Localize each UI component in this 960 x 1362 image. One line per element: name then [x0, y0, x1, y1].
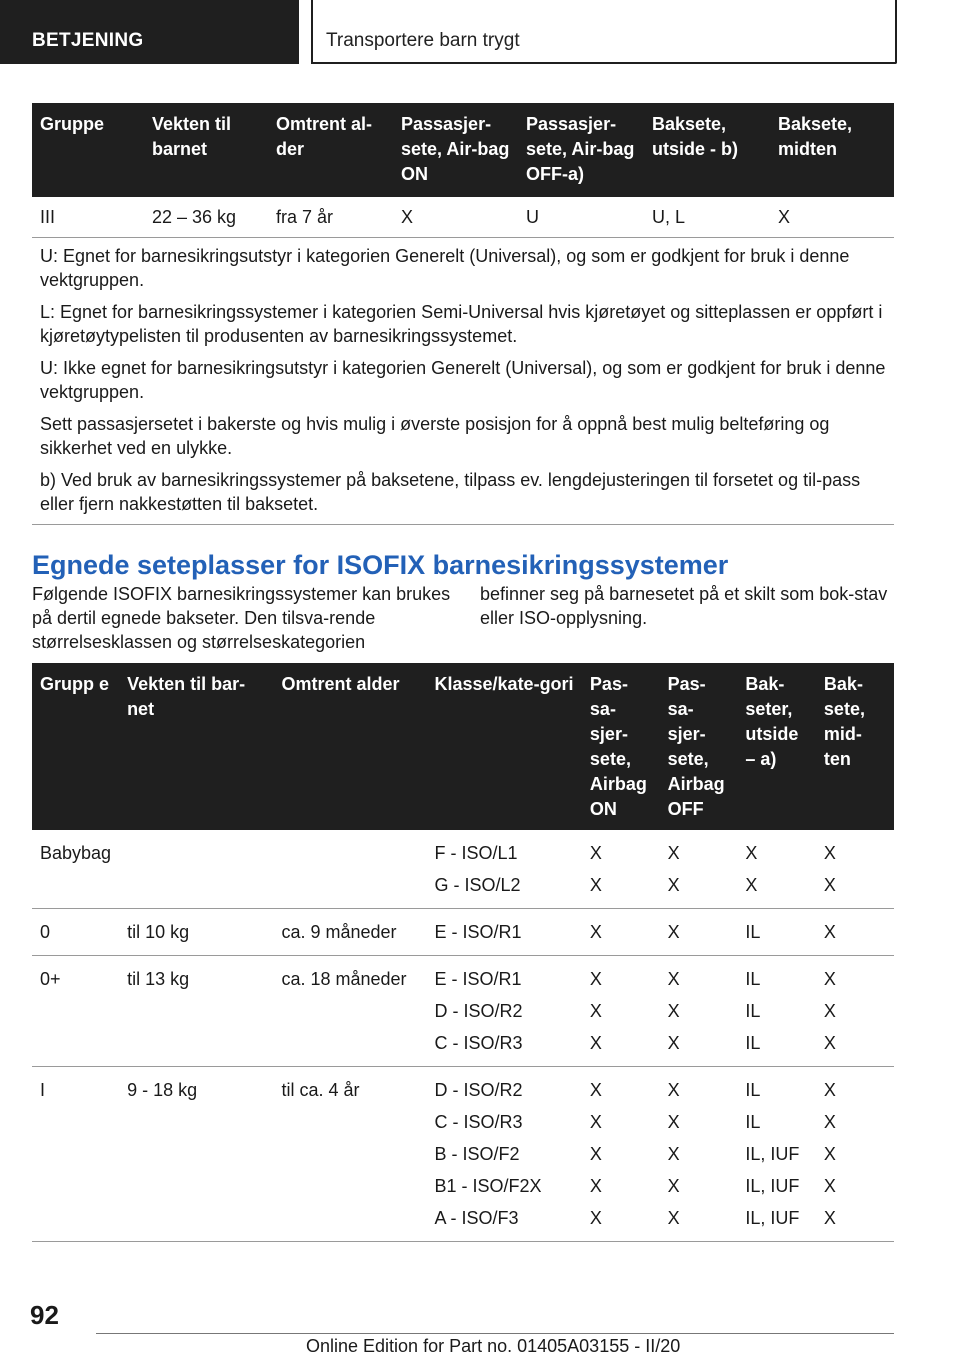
cell-class-line: A - ISO/F3: [434, 1208, 519, 1228]
cell-class-line: D - ISO/R2: [434, 1001, 523, 1021]
col-header-airbag-off: Pas-sa-sjer-sete, Airbag OFF: [660, 663, 738, 830]
cell-airbag-off: U: [518, 197, 644, 238]
cell-airbag-on: X: [393, 197, 518, 238]
cell-weight: [119, 830, 273, 909]
cell-airbag-on-line: X: [589, 1112, 602, 1132]
cell-airbag-on: [582, 909, 660, 956]
col-header-age: Omtrent al-der: [268, 103, 393, 197]
isofix-table: [32, 663, 894, 1242]
cell-rear-outer: [737, 830, 816, 909]
cell-rear-outer-line: IL: [745, 1080, 761, 1100]
cell-rear-outer-line: X: [745, 843, 758, 863]
col-header-rear-outer: Baksete, utside - b): [644, 103, 770, 197]
note-semi-universal: L: Egnet for barnesikringssystemer i kategorien Semi-Universal hvis kjøretøyet og sitteplassen er oppført i kjøretøytypelisten til produsenten av barnesikringssystemet.: [40, 302, 883, 346]
cell-airbag-off-line: X: [667, 1080, 680, 1100]
intro-text-left: Følgende ISOFIX barnesikringssystemer kan brukes på dertil egnede bakseter. Den tilsva-rende størrelsesklassen og størrelseskategorien: [32, 584, 451, 652]
cell-class-line: G - ISO/L2: [434, 875, 521, 895]
table-notes-row: [32, 238, 894, 525]
cell-rear-middle-line: X: [823, 1033, 836, 1053]
cell-rear-middle: [816, 1067, 894, 1242]
cell-age: til ca. 4 år: [273, 1067, 426, 1242]
cell-rear-middle-line: X: [823, 1176, 836, 1196]
cell-airbag-off-line: X: [667, 1208, 680, 1228]
cell-age: ca. 18 måneder: [273, 956, 426, 1067]
cell-group: I: [32, 1067, 119, 1242]
cell-rear-outer: [737, 1067, 816, 1242]
cell-class-line: E - ISO/R1: [434, 922, 522, 942]
col-header-age: Omtrent alder: [273, 663, 426, 830]
cell-weight: til 13 kg: [119, 956, 273, 1067]
cell-age: fra 7 år: [268, 197, 393, 238]
col-header-group: Gruppe: [32, 103, 144, 197]
cell-rear-middle-line: X: [823, 1144, 836, 1164]
cell-airbag-off-line: X: [667, 1001, 680, 1021]
cell-group: III: [32, 197, 144, 238]
cell-airbag-on-line: X: [589, 1176, 602, 1196]
intro-text-right: befinner seg på barnesetet på et skilt som bok-stav eller ISO-opplysning.: [480, 584, 888, 628]
cell-rear-middle-line: X: [823, 1208, 836, 1228]
cell-rear-outer-line: IL: [745, 1033, 761, 1053]
cell-rear-outer: U, L: [644, 197, 770, 238]
cell-class: [427, 1067, 582, 1242]
cell-class-line: D - ISO/R2: [434, 1080, 523, 1100]
cell-airbag-off-line: X: [667, 1176, 680, 1196]
cell-rear-middle: X: [770, 197, 894, 238]
cell-class: [427, 956, 582, 1067]
cell-airbag-off: [660, 1067, 738, 1242]
cell-group: Babybag: [32, 830, 119, 909]
cell-airbag-on-line: X: [589, 1033, 602, 1053]
cell-age: [273, 830, 426, 909]
table-header-row: [32, 663, 894, 830]
cell-airbag-on-line: X: [589, 843, 602, 863]
cell-rear-middle-line: X: [823, 843, 836, 863]
cell-class-line: C - ISO/R3: [434, 1033, 523, 1053]
cell-rear-outer-line: IL, IUF: [745, 1144, 800, 1164]
cell-airbag-on-line: X: [589, 1208, 602, 1228]
cell-class-line: C - ISO/R3: [434, 1112, 523, 1132]
cell-rear-middle-line: X: [823, 875, 836, 895]
cell-class: [427, 909, 582, 956]
cell-airbag-on-line: X: [589, 1080, 602, 1100]
section-title: Egnede seteplasser for ISOFIX barnesikringssystemer: [32, 550, 729, 580]
seat-suitability-table: [32, 103, 894, 525]
cell-airbag-off: [660, 909, 738, 956]
cell-weight: 9 - 18 kg: [119, 1067, 273, 1242]
note-rear-seats: b) Ved bruk av barnesikringssystemer på baksetene, tilpass ev. lengdejusteringen til forsetet og til-pass eller fjern nakkestøtten til baksetet.: [40, 470, 861, 514]
cell-airbag-on: [582, 1067, 660, 1242]
cell-airbag-on-line: X: [589, 922, 602, 942]
col-header-weight: Vekten til bar-net: [119, 663, 273, 830]
cell-airbag-on: [582, 956, 660, 1067]
cell-class-line: E - ISO/R1: [434, 969, 522, 989]
table-notes: [32, 238, 894, 525]
footer-edition: Online Edition for Part no. 01405A03155 - II/20: [306, 1336, 681, 1356]
table-row: [32, 1067, 894, 1242]
cell-rear-outer-line: IL, IUF: [745, 1176, 800, 1196]
cell-rear-middle: [816, 956, 894, 1067]
note-seat-position: Sett passasjersetet i bakerste og hvis mulig i øverste posisjon for å oppnå best mulig belteføring og sikkerhet ved en ulykke.: [40, 414, 830, 458]
col-header-rear-middle: Bak-sete, mid-ten: [816, 663, 894, 830]
col-header-rear-middle: Baksete, midten: [770, 103, 894, 197]
cell-rear-outer: [737, 909, 816, 956]
col-header-airbag-on: Passasjer-sete, Air-bag ON: [393, 103, 518, 197]
cell-rear-outer-line: IL: [745, 1001, 761, 1021]
col-header-weight: Vekten til barnet: [144, 103, 268, 197]
note-universal: U: Egnet for barnesikringsutstyr i kategorien Generelt (Universal), og som er godkjent for bruk i denne vektgruppen.: [40, 246, 850, 290]
col-header-group: Grupp e: [32, 663, 119, 830]
cell-rear-outer: [737, 956, 816, 1067]
table-row: [32, 956, 894, 1067]
cell-rear-outer-line: IL: [745, 1112, 761, 1132]
cell-airbag-on-line: X: [589, 969, 602, 989]
col-header-class: Klasse/kate-gori: [427, 663, 582, 830]
cell-airbag-off-line: X: [667, 969, 680, 989]
cell-airbag-off-line: X: [667, 875, 680, 895]
cell-group: 0+: [32, 956, 119, 1067]
cell-rear-middle: [816, 909, 894, 956]
cell-rear-middle-line: X: [823, 922, 836, 942]
cell-rear-middle-line: X: [823, 969, 836, 989]
cell-class: [427, 830, 582, 909]
cell-rear-outer-line: IL: [745, 969, 761, 989]
cell-airbag-on: [582, 830, 660, 909]
cell-rear-outer-line: IL, IUF: [745, 1208, 800, 1228]
col-header-rear-outer: Bak-seter, utside – a): [737, 663, 816, 830]
cell-rear-outer-line: X: [745, 875, 758, 895]
cell-class-line: F - ISO/L1: [434, 843, 518, 863]
cell-rear-outer-line: IL: [745, 922, 761, 942]
table-row: [32, 197, 894, 238]
cell-airbag-on-line: X: [589, 1001, 602, 1021]
cell-airbag-off-line: X: [667, 922, 680, 942]
cell-airbag-off-line: X: [667, 1112, 680, 1132]
cell-class-line: B1 - ISO/F2X: [434, 1176, 542, 1196]
cell-rear-middle-line: X: [823, 1112, 836, 1132]
cell-airbag-off-line: X: [667, 843, 680, 863]
cell-airbag-off: [660, 830, 738, 909]
table-row: [32, 909, 894, 956]
cell-class-line: B - ISO/F2: [434, 1144, 520, 1164]
cell-group: 0: [32, 909, 119, 956]
cell-airbag-off-line: X: [667, 1144, 680, 1164]
cell-rear-middle-line: X: [823, 1080, 836, 1100]
cell-age: ca. 9 måneder: [273, 909, 426, 956]
col-header-airbag-on: Pas-sa-sjer-sete, Airbag ON: [582, 663, 660, 830]
col-header-airbag-off: Passasjer-sete, Air-bag OFF-a): [518, 103, 644, 197]
note-not-universal: U: Ikke egnet for barnesikringsutstyr i kategorien Generelt (Universal), og som er godkjent for bruk i denne vektgruppen.: [40, 358, 886, 402]
table-row: [32, 830, 894, 909]
cell-weight: 22 – 36 kg: [144, 197, 268, 238]
cell-rear-middle: [816, 830, 894, 909]
page-number: 92: [30, 1300, 59, 1330]
cell-airbag-off-line: X: [667, 1033, 680, 1053]
cell-weight: til 10 kg: [119, 909, 273, 956]
header-chapter-box: [311, 0, 897, 64]
footer-divider: [96, 1333, 894, 1334]
cell-airbag-on-line: X: [589, 1144, 602, 1164]
table-header-row: [32, 103, 894, 197]
cell-airbag-on-line: X: [589, 875, 602, 895]
cell-airbag-off: [660, 956, 738, 1067]
cell-rear-middle-line: X: [823, 1001, 836, 1021]
header-section-tab: [0, 0, 299, 64]
header-section-label: BETJENING: [32, 30, 144, 51]
header-chapter-label: Transportere barn trygt: [326, 30, 520, 51]
